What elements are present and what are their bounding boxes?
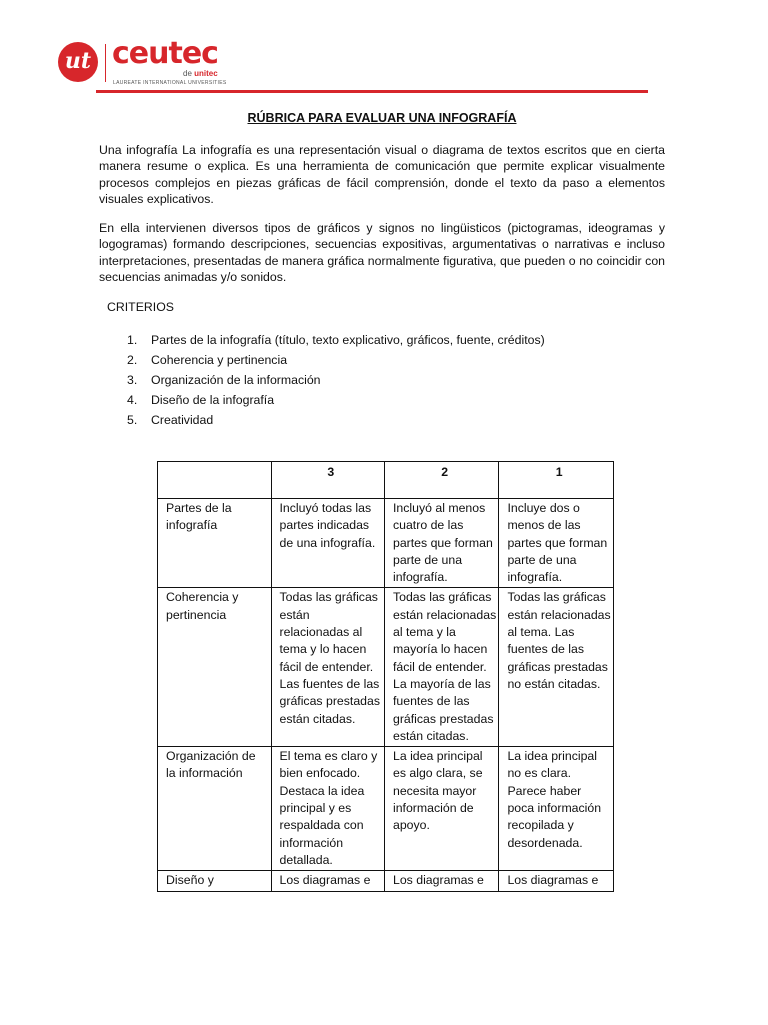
logo-sub-prefix: de <box>183 69 192 78</box>
list-number: 1. <box>127 333 138 347</box>
list-text: Diseño de la infografía <box>151 393 275 407</box>
logo-mark: ut <box>58 42 98 82</box>
list-number: 5. <box>127 413 138 427</box>
header-cell <box>158 462 272 499</box>
description-paragraph: En ella intervienen diversos tipos de gráficos y signos no lingüisticos (pictogramas, ideogramas y logogramas) formando descripciones, secuencias expositivas, argumentativas o narrativas e incluso interpretaciones, presentadas de manera gráfica normalmente figurativa, que pueden o no coincidir con secuencias animadas y/o sonidos. <box>99 221 665 284</box>
logo-sub-brand: unitec <box>194 69 218 78</box>
table-cell: La idea principal es algo clara, se necesita mayor información de apoyo. <box>384 747 498 871</box>
header-divider <box>96 90 648 93</box>
table-cell: Incluyó al menos cuatro de las partes que forman parte de una infografía. <box>384 499 498 588</box>
list-number: 4. <box>127 393 138 407</box>
list-text: Creatividad <box>151 413 214 427</box>
table-row <box>158 747 614 871</box>
table-cell: El tema es claro y bien enfocado. Destaca la idea principal y es respaldada con información detallada. <box>271 747 384 871</box>
table-cell: Partes de la infografía <box>158 499 272 588</box>
table-cell: Todas las gráficas están relacionadas al tema y lo hacen fácil de entender. Las fuentes de las gráficas prestadas están citadas. <box>271 588 384 747</box>
table-cell: Incluye dos o menos de las partes que forman parte de una infografía. <box>499 499 614 588</box>
logo-tagline: LAUREATE INTERNATIONAL UNIVERSITIES <box>113 80 227 86</box>
list-number: 2. <box>127 353 138 367</box>
logo-divider <box>105 44 106 82</box>
list-item <box>127 352 545 372</box>
header-cell: 1 <box>499 462 614 499</box>
header-cell: 3 <box>271 462 384 499</box>
table-cell: Incluyó todas las partes indicadas de una infografía. <box>271 499 384 588</box>
header-cell: 2 <box>384 462 498 499</box>
page-cutoff <box>150 915 630 1025</box>
list-text: Partes de la infografía (título, texto explicativo, gráficos, fuente, créditos) <box>151 333 545 347</box>
table-cell: La idea principal no es clara. Parece haber poca información recopilada y desordenada. <box>499 747 614 871</box>
table-header-row <box>158 462 614 499</box>
table-cell: Los diagramas e <box>499 871 614 891</box>
list-item <box>127 412 545 432</box>
list-text: Organización de la información <box>151 373 321 387</box>
list-text: Coherencia y pertinencia <box>151 353 288 367</box>
table-cell: Todas las gráficas están relacionadas al tema. Las fuentes de las gráficas prestadas no están citadas. <box>499 588 614 747</box>
table-cell: Todas las gráficas están relacionadas al tema y la mayoría lo hacen fácil de entender. La mayoría de las fuentes de las gráficas prestadas están citadas. <box>384 588 498 747</box>
list-item <box>127 392 545 412</box>
table-cell: Coherencia y pertinencia <box>158 588 272 747</box>
ceutec-logo <box>58 36 228 88</box>
table-cell: Los diagramas e <box>271 871 384 891</box>
table-row <box>158 871 614 891</box>
intro-paragraph: Una infografía La infografía es una representación visual o diagrama de textos escritos que en cierta manera resume o explica. Es una herramienta de comunicación que permite explicar visualmente procesos complejos en piezas gráficas de fácil comprensión, donde el texto da paso a elementos visuales explicativos. <box>99 143 665 206</box>
list-item <box>127 332 545 352</box>
criterios-heading: CRITERIOS <box>107 300 174 314</box>
table-cell: Diseño y <box>158 871 272 891</box>
table-row <box>158 499 614 588</box>
list-number: 3. <box>127 373 138 387</box>
table-cell: Organización de la información <box>158 747 272 871</box>
page-title: RÚBRICA PARA EVALUAR UNA INFOGRAFÍA <box>247 111 517 125</box>
logo-name: ceutec <box>112 36 218 71</box>
list-item <box>127 372 545 392</box>
table-cell: Los diagramas e <box>384 871 498 891</box>
table-row <box>158 588 614 747</box>
logo-sub <box>183 69 218 78</box>
rubric-table <box>157 461 614 892</box>
criterios-list <box>127 332 545 432</box>
